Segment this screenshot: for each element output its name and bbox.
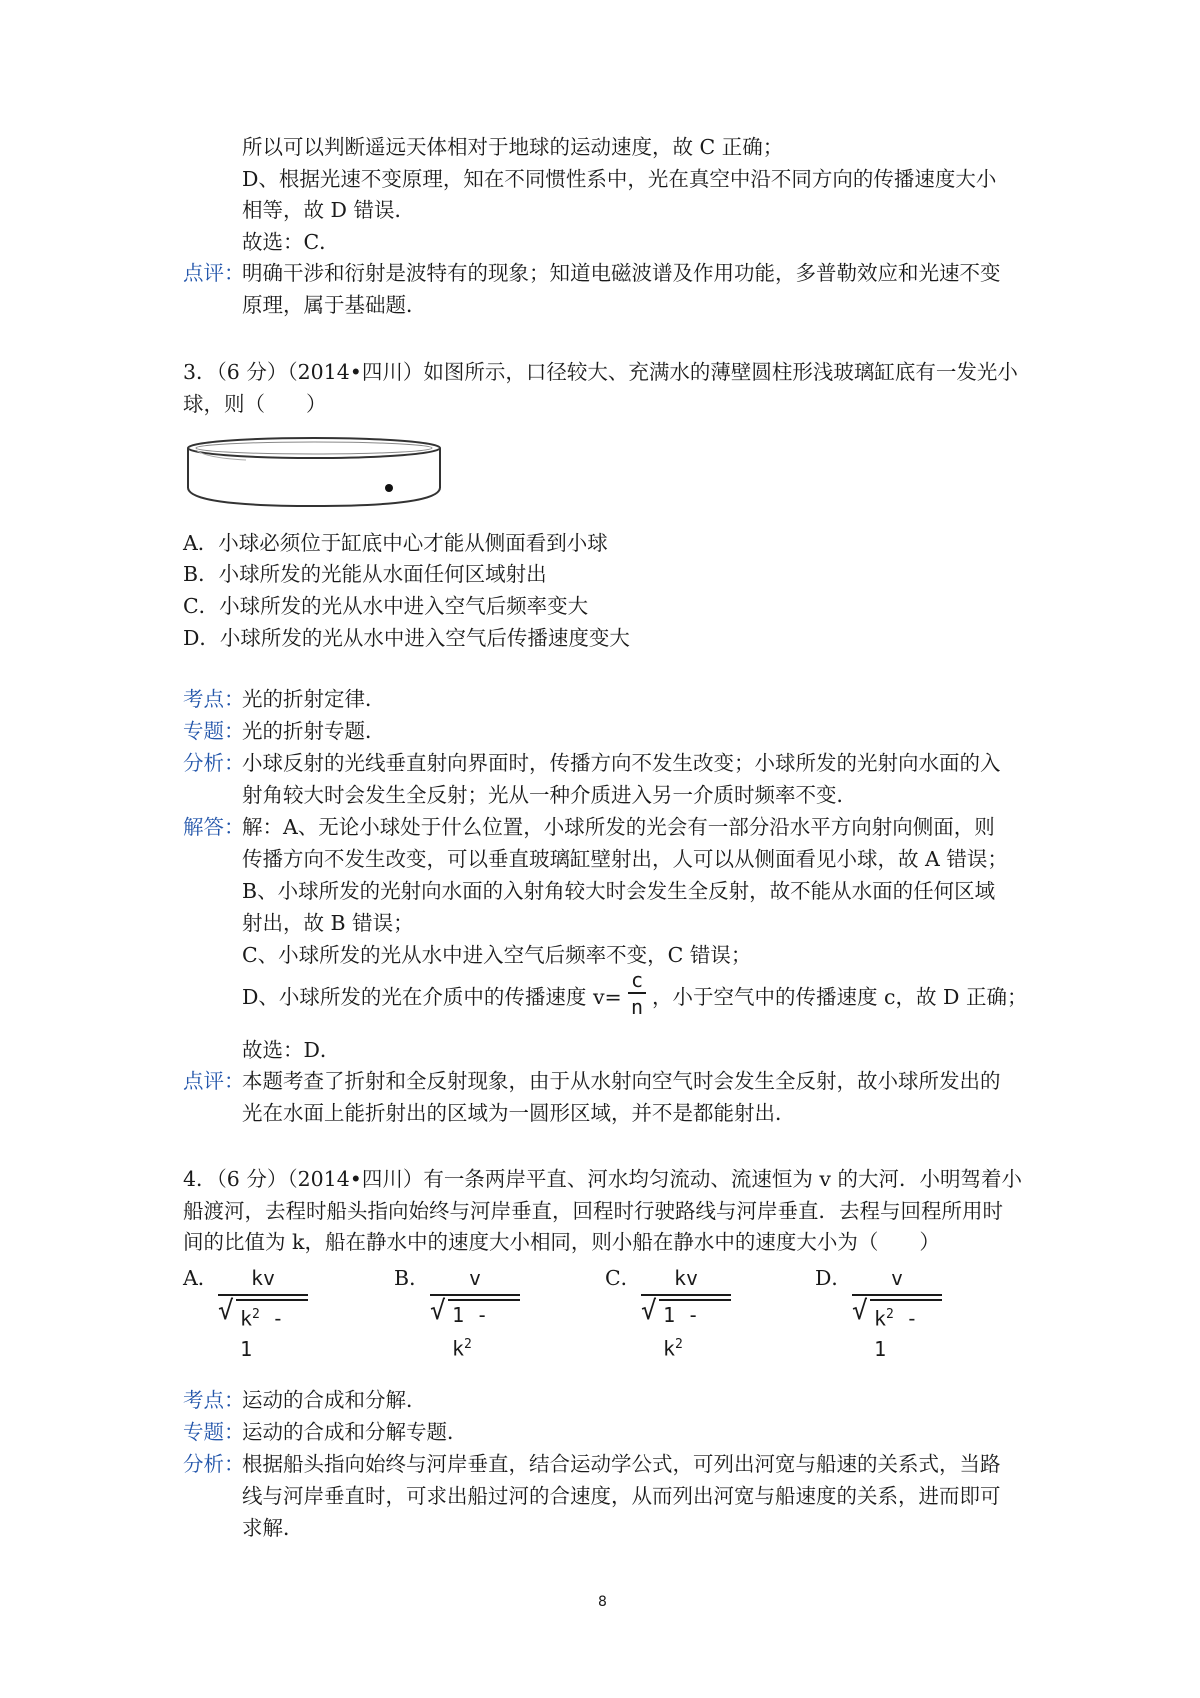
- sqrt-icon: √: [218, 1296, 234, 1326]
- zhuanti-label: 专题：: [183, 719, 245, 743]
- text-line: 传播方向不发生改变，可以垂直玻璃缸壁射出，人可以从侧面看见小球，故 A 错误；: [242, 847, 1008, 871]
- option-a-label: A．: [183, 1266, 219, 1290]
- text-line: 线与河岸垂直时，可求出船过河的合速度，从而列出河宽与船速度的关系，进而即可: [242, 1484, 1001, 1508]
- text-line: 光在水面上能折射出的区域为一圆形区域，并不是都能射出．: [242, 1101, 796, 1125]
- question-3-stem: 3．（6 分）（2014•四川）如图所示，口径较大、充满水的薄壁圆柱形浅玻璃缸底有一发光小: [183, 360, 1018, 384]
- option-b-label: B．: [394, 1266, 430, 1290]
- text-line: 所以可以判断遥远天体相对于地球的运动速度，故 C 正确；: [242, 135, 784, 159]
- text-line: 本题考查了折射和全反射现象，由于从水射向空气时会发生全反射，故小球所发出的: [242, 1069, 1001, 1093]
- text-line: ，小于空气中的传播速度 c，故 D 正确；: [652, 985, 1028, 1009]
- question-4-stem: 间的比值为 k，船在静水中的速度大小相同，则小船在静水中的速度大小为（ ）: [183, 1230, 940, 1254]
- zhuanti-label: 专题：: [183, 1420, 245, 1444]
- denominator: $1 - k^2$: [663, 1303, 700, 1361]
- option-d-formula: [852, 1266, 942, 1361]
- text-line: 根据船头指向始终与河岸垂直，结合运动学公式，可列出河宽与船速的关系式，当路: [242, 1452, 1001, 1476]
- denominator: $k^2 - 1$: [240, 1306, 284, 1361]
- option-c-formula: [641, 1266, 731, 1361]
- glass-tank-figure: [186, 436, 442, 510]
- comment-label: 点评：: [183, 261, 245, 285]
- text-line: 运动的合成和分解专题．: [242, 1420, 468, 1444]
- text-line: 小球反射的光线垂直射向界面时，传播方向不发生改变；小球所发的光射向水面的入: [242, 751, 1001, 775]
- light-ball: [385, 484, 393, 492]
- text-line: 明确干涉和衍射是波特有的现象；知道电磁波谱及作用功能，多普勒效应和光速不变: [242, 261, 1001, 285]
- text-line: 运动的合成和分解．: [242, 1388, 427, 1412]
- text-line: 相等，故 D 错误．: [242, 198, 415, 222]
- option-b-formula: [430, 1266, 520, 1361]
- option-c: C．小球所发的光从水中进入空气后频率变大: [183, 594, 589, 618]
- fenxi-label: 分析：: [183, 751, 245, 775]
- sqrt-icon: √: [641, 1296, 657, 1326]
- kaodian-label: 考点：: [183, 1388, 245, 1412]
- numerator: kv: [250, 1266, 276, 1290]
- text-line: B、小球所发的光射向水面的入射角较大时会发生全反射，故不能从水面的任何区域: [242, 879, 996, 903]
- sqrt-icon: √: [852, 1296, 868, 1326]
- option-b: B．小球所发的光能从水面任何区域射出: [183, 562, 547, 586]
- option-a: A．小球必须位于缸底中心才能从侧面看到小球: [183, 531, 608, 555]
- fraction-c-over-n: [628, 968, 646, 1020]
- text-line: 光的折射专题．: [242, 719, 386, 743]
- comment-label: 点评：: [183, 1069, 245, 1093]
- option-d: D．小球所发的光从水中进入空气后传播速度变大: [183, 626, 630, 650]
- option-c-label: C．: [605, 1266, 642, 1290]
- text-line: 求解．: [242, 1516, 304, 1540]
- text-line: 解：A、无论小球处于什么位置，小球所发的光会有一部分沿水平方向射向侧面，则: [242, 815, 995, 839]
- text-line: C、小球所发的光从水中进入空气后频率不变，C 错误；: [242, 943, 752, 967]
- option-d-label: D．: [815, 1266, 852, 1290]
- option-a-formula: [218, 1266, 308, 1361]
- numerator: v: [468, 1266, 482, 1290]
- text-line: 射角较大时会发生全反射；光从一种介质进入另一介质时频率不变．: [242, 783, 857, 807]
- numerator: v: [890, 1266, 904, 1290]
- text-line: 故选：C．: [242, 230, 340, 254]
- question-4-stem: 4．（6 分）（2014•四川）有一条两岸平直、河水均匀流动、流速恒为 v 的大河．小明驾着小: [183, 1167, 1022, 1191]
- question-3-stem: 球，则（ ）: [183, 392, 327, 416]
- text-line: 故选：D．: [242, 1038, 341, 1062]
- sqrt-icon: √: [430, 1296, 446, 1326]
- kaodian-label: 考点：: [183, 687, 245, 711]
- question-4-stem: 船渡河，去程时船头指向始终与河岸垂直，回程时行驶路线与河岸垂直．去程与回程所用时: [183, 1199, 1003, 1223]
- fraction-denominator: n: [630, 995, 644, 1019]
- denominator: $k^2 - 1$: [874, 1306, 918, 1361]
- jieda-label: 解答：: [183, 815, 245, 839]
- text-line: D、根据光速不变原理，知在不同惯性系中，光在真空中沿不同方向的传播速度大小: [242, 167, 997, 191]
- denominator: $1 - k^2$: [452, 1303, 489, 1361]
- text-line: 射出，故 B 错误；: [242, 911, 414, 935]
- page-number: 8: [598, 1594, 607, 1610]
- numerator: kv: [673, 1266, 699, 1290]
- text-line: 光的折射定律．: [242, 687, 386, 711]
- text-line: D、小球所发的光在介质中的传播速度 v=: [242, 985, 622, 1009]
- fraction-numerator: c: [630, 968, 644, 992]
- text-line: 原理，属于基础题．: [242, 293, 427, 317]
- fenxi-label: 分析：: [183, 1452, 245, 1476]
